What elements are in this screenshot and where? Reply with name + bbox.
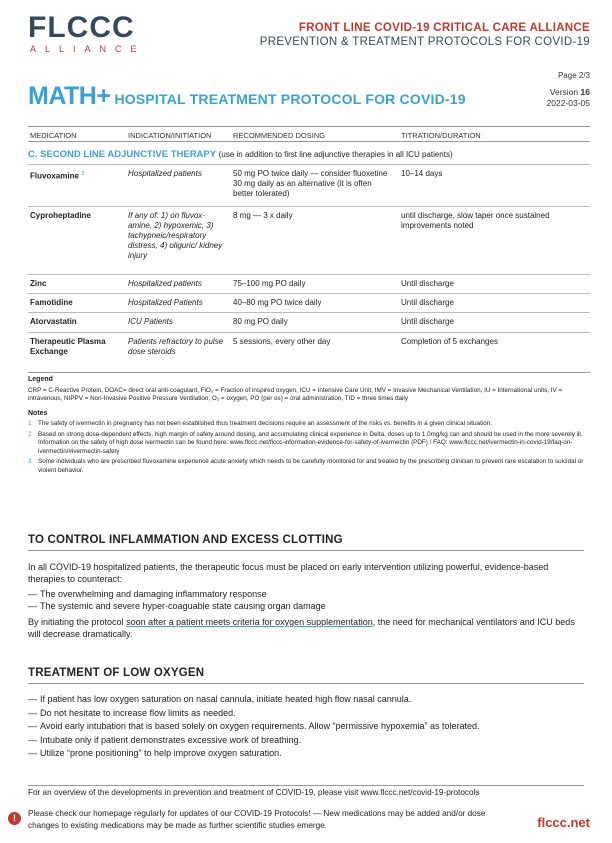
- inflammation-heading-text: TO CONTROL INFLAMMATION AND EXCESS CLOTTING: [28, 534, 343, 546]
- title-math: MATH+: [28, 82, 111, 110]
- legend-text: CRP = C-Reactive Protein, DOAC= direct oral anti-coagulant, FiO₂ = Fraction of inspired oxygen, ICU = Intensive Care Unit, IMV = Invasive Mechanical Ventilation, IU = International units, IV = intravenous, NIPPV = Non-Invasive Positive Pressure Ventilation, O₂ = oxygen, PO (per os) = oral administration, TID = three times daily: [28, 386, 563, 402]
- col-medication: MEDICATION: [30, 131, 77, 140]
- row-titration: until discharge, slow taper once sustained improvements noted: [401, 211, 550, 230]
- table-row: [28, 312, 590, 332]
- row-dosing: 50 mg PO twice daily — consider fluoxetine 30 mg daily as an alternative (it is often better tolerated): [233, 169, 388, 198]
- row-medication: Famotidine: [30, 298, 73, 307]
- flccc-logo: [28, 12, 148, 54]
- logo-sub: ALLIANCE: [30, 44, 146, 54]
- list-item: — Avoid early intubation that is based solely on oxygen requirements. Allow “permissive hypoxemia” as tolerated.: [28, 720, 583, 734]
- note-number: 3: [28, 458, 32, 465]
- legend-block: [28, 372, 590, 477]
- row-dosing: 40–80 mg PO twice daily: [233, 298, 322, 307]
- alert-icon: !: [8, 812, 21, 825]
- row-indication: ICU Patients: [128, 317, 173, 326]
- page-title: [28, 82, 466, 111]
- row-indication: Patients refractory to pulse dose steroids: [128, 337, 224, 356]
- row-medication: Zinc: [30, 279, 47, 288]
- page-number: Page 2/3: [557, 71, 590, 80]
- col-indication: INDICATION/INITIATION: [128, 131, 212, 140]
- oxygen-heading: [28, 667, 584, 684]
- inflammation-closing: [28, 616, 583, 640]
- note-text: Based on strong dose-dependent effects, high margin of safety around dosing, and accumulating clinical experience in Delta, doses up to 1.0mg/kg can and should be used in the more severely ill. Information on the safety of high dose ivermectin can be found here: www.flccc.net/flccc-information-evidence-for-safety-of-ivermectin (PDF) / FAQ: www.flccc.net/ivermectin-in-covid-19/faq-on-ivermectin/#ivermectin-safety: [38, 430, 583, 455]
- med-name: Fluvoxamine: [30, 171, 79, 181]
- table-row: [28, 164, 590, 206]
- row-indication: Hospitalized Patients: [128, 298, 203, 307]
- table-row: [28, 293, 590, 312]
- table-header: [28, 126, 590, 142]
- version-date: 2022-03-05: [546, 98, 590, 108]
- version-block: [547, 87, 590, 109]
- table-row: [28, 274, 590, 293]
- site-link[interactable]: flccc.net: [537, 815, 590, 830]
- closing-underlined: soon after a patient meets criteria for oxygen supplementation: [126, 617, 373, 627]
- list-item: — Do not hesitate to increase flow limits as needed.: [28, 707, 583, 721]
- title-rest: HOSPITAL TREATMENT PROTOCOL FOR COVID-19: [114, 91, 466, 107]
- oxygen-heading-text: TREATMENT OF LOW OXYGEN: [28, 667, 205, 679]
- row-indication: If any of: 1) on fluvox-amine, 2) hypoxemic, 3) tachypneic/respiratory distress, 4) oliguric/ kidney injury: [128, 211, 223, 260]
- list-item: — Utilize “prone positioning” to help improve oxygen saturation.: [28, 747, 583, 761]
- row-titration: Until discharge: [401, 317, 454, 326]
- org-name: FRONT LINE COVID-19 CRITICAL CARE ALLIANCE: [298, 22, 590, 34]
- note-item: [28, 431, 590, 457]
- note-text: The safety of ivermectin in pregnancy has not been established thus treatment decisions require an assessment of the risks vs. benefits in a given clinical situation.: [38, 420, 492, 427]
- note-text: Some individuals who are prescribed fluvoxamine experience acute anxiety which needs to be carefully monitored for and treated by the prescribing clinician to prevent rare escalation to suicidal or violent behavior.: [38, 458, 584, 474]
- row-medication: Cyproheptadine: [30, 211, 91, 220]
- section-title-text: C. SECOND LINE ADJUNCTIVE THERAPY: [28, 149, 217, 160]
- row-dosing: 75–100 mg PO daily: [233, 279, 306, 288]
- row-titration: 10–14 days: [401, 169, 443, 178]
- row-dosing: 5 sessions, every other day: [233, 337, 331, 346]
- heading-rule: [28, 683, 584, 684]
- note-item: [28, 420, 590, 429]
- col-titration: TITRATION/DURATION: [401, 131, 481, 140]
- row-dosing: 8 mg — 3 x daily: [233, 211, 293, 220]
- overview-line: For an overview of the developments in prevention and treatment of COVID-19, please visit www.flccc.net/covid-19-protocols: [28, 785, 584, 797]
- section-title: [28, 149, 453, 160]
- legend-title: Legend: [28, 376, 53, 383]
- list-item: — The systemic and severe hyper-coaguable state causing organ damage: [28, 600, 583, 612]
- note-number: 1: [28, 420, 32, 427]
- row-medication: Atorvastatin: [30, 317, 77, 326]
- version-label: Version: [549, 87, 579, 97]
- row-medication: Therapeutic Plasma Exchange: [30, 337, 106, 356]
- inflammation-intro: In all COVID-19 hospitalized patients, the therapeutic focus must be placed on early intervention utilizing powerful, evidence-based therapies to counteract:: [28, 562, 549, 584]
- heading-rule: [28, 550, 584, 551]
- list-item: — If patient has low oxygen saturation on nasal cannula, initiate heated high flow nasal cannula.: [28, 693, 583, 707]
- logo-main: FLCCC: [28, 11, 135, 44]
- section-note: (use in addition to first line adjunctive therapies in all ICU patients): [218, 150, 453, 159]
- inflammation-heading: [28, 534, 584, 551]
- row-indication: Hospitalized patients: [128, 279, 202, 288]
- row-titration: Until discharge: [401, 279, 454, 288]
- row-indication: Hospitalized patients: [128, 169, 202, 178]
- row-medication: [30, 169, 125, 182]
- row-titration: Until discharge: [401, 298, 454, 307]
- closing-a: By initiating the protocol: [28, 617, 127, 627]
- inflammation-body: [28, 561, 583, 640]
- note-item: [28, 458, 590, 475]
- header-right: [260, 22, 590, 48]
- col-dosing: RECOMMENDED DOSING: [233, 131, 326, 140]
- footnote-ref: 3: [81, 171, 85, 177]
- update-notice: Please check our homepage regularly for updates of our COVID-19 Protocols! — New medications may be added and/or dose changes to existing medications may be made as further scientific studies emerge.: [28, 809, 486, 830]
- version-number: 16: [580, 87, 590, 97]
- closing-b: , the need for mechanical ventilators and ICU beds will decrease dramatically.: [28, 617, 575, 639]
- table-row: [28, 332, 590, 368]
- oxygen-body: [28, 693, 583, 761]
- doc-subtitle: PREVENTION & TREATMENT PROTOCOLS FOR COVID-19: [259, 36, 590, 48]
- note-number: 2: [28, 430, 32, 438]
- row-titration: Completion of 5 exchanges: [401, 337, 498, 346]
- notes-title: Notes: [28, 409, 48, 417]
- table-row: [28, 206, 590, 274]
- list-item: — Intubate only if patient demonstrates excessive work of breathing.: [28, 734, 583, 748]
- row-dosing: 80 mg PO daily: [233, 317, 288, 326]
- list-item: — The overwhelming and damaging inflammatory response: [28, 588, 583, 600]
